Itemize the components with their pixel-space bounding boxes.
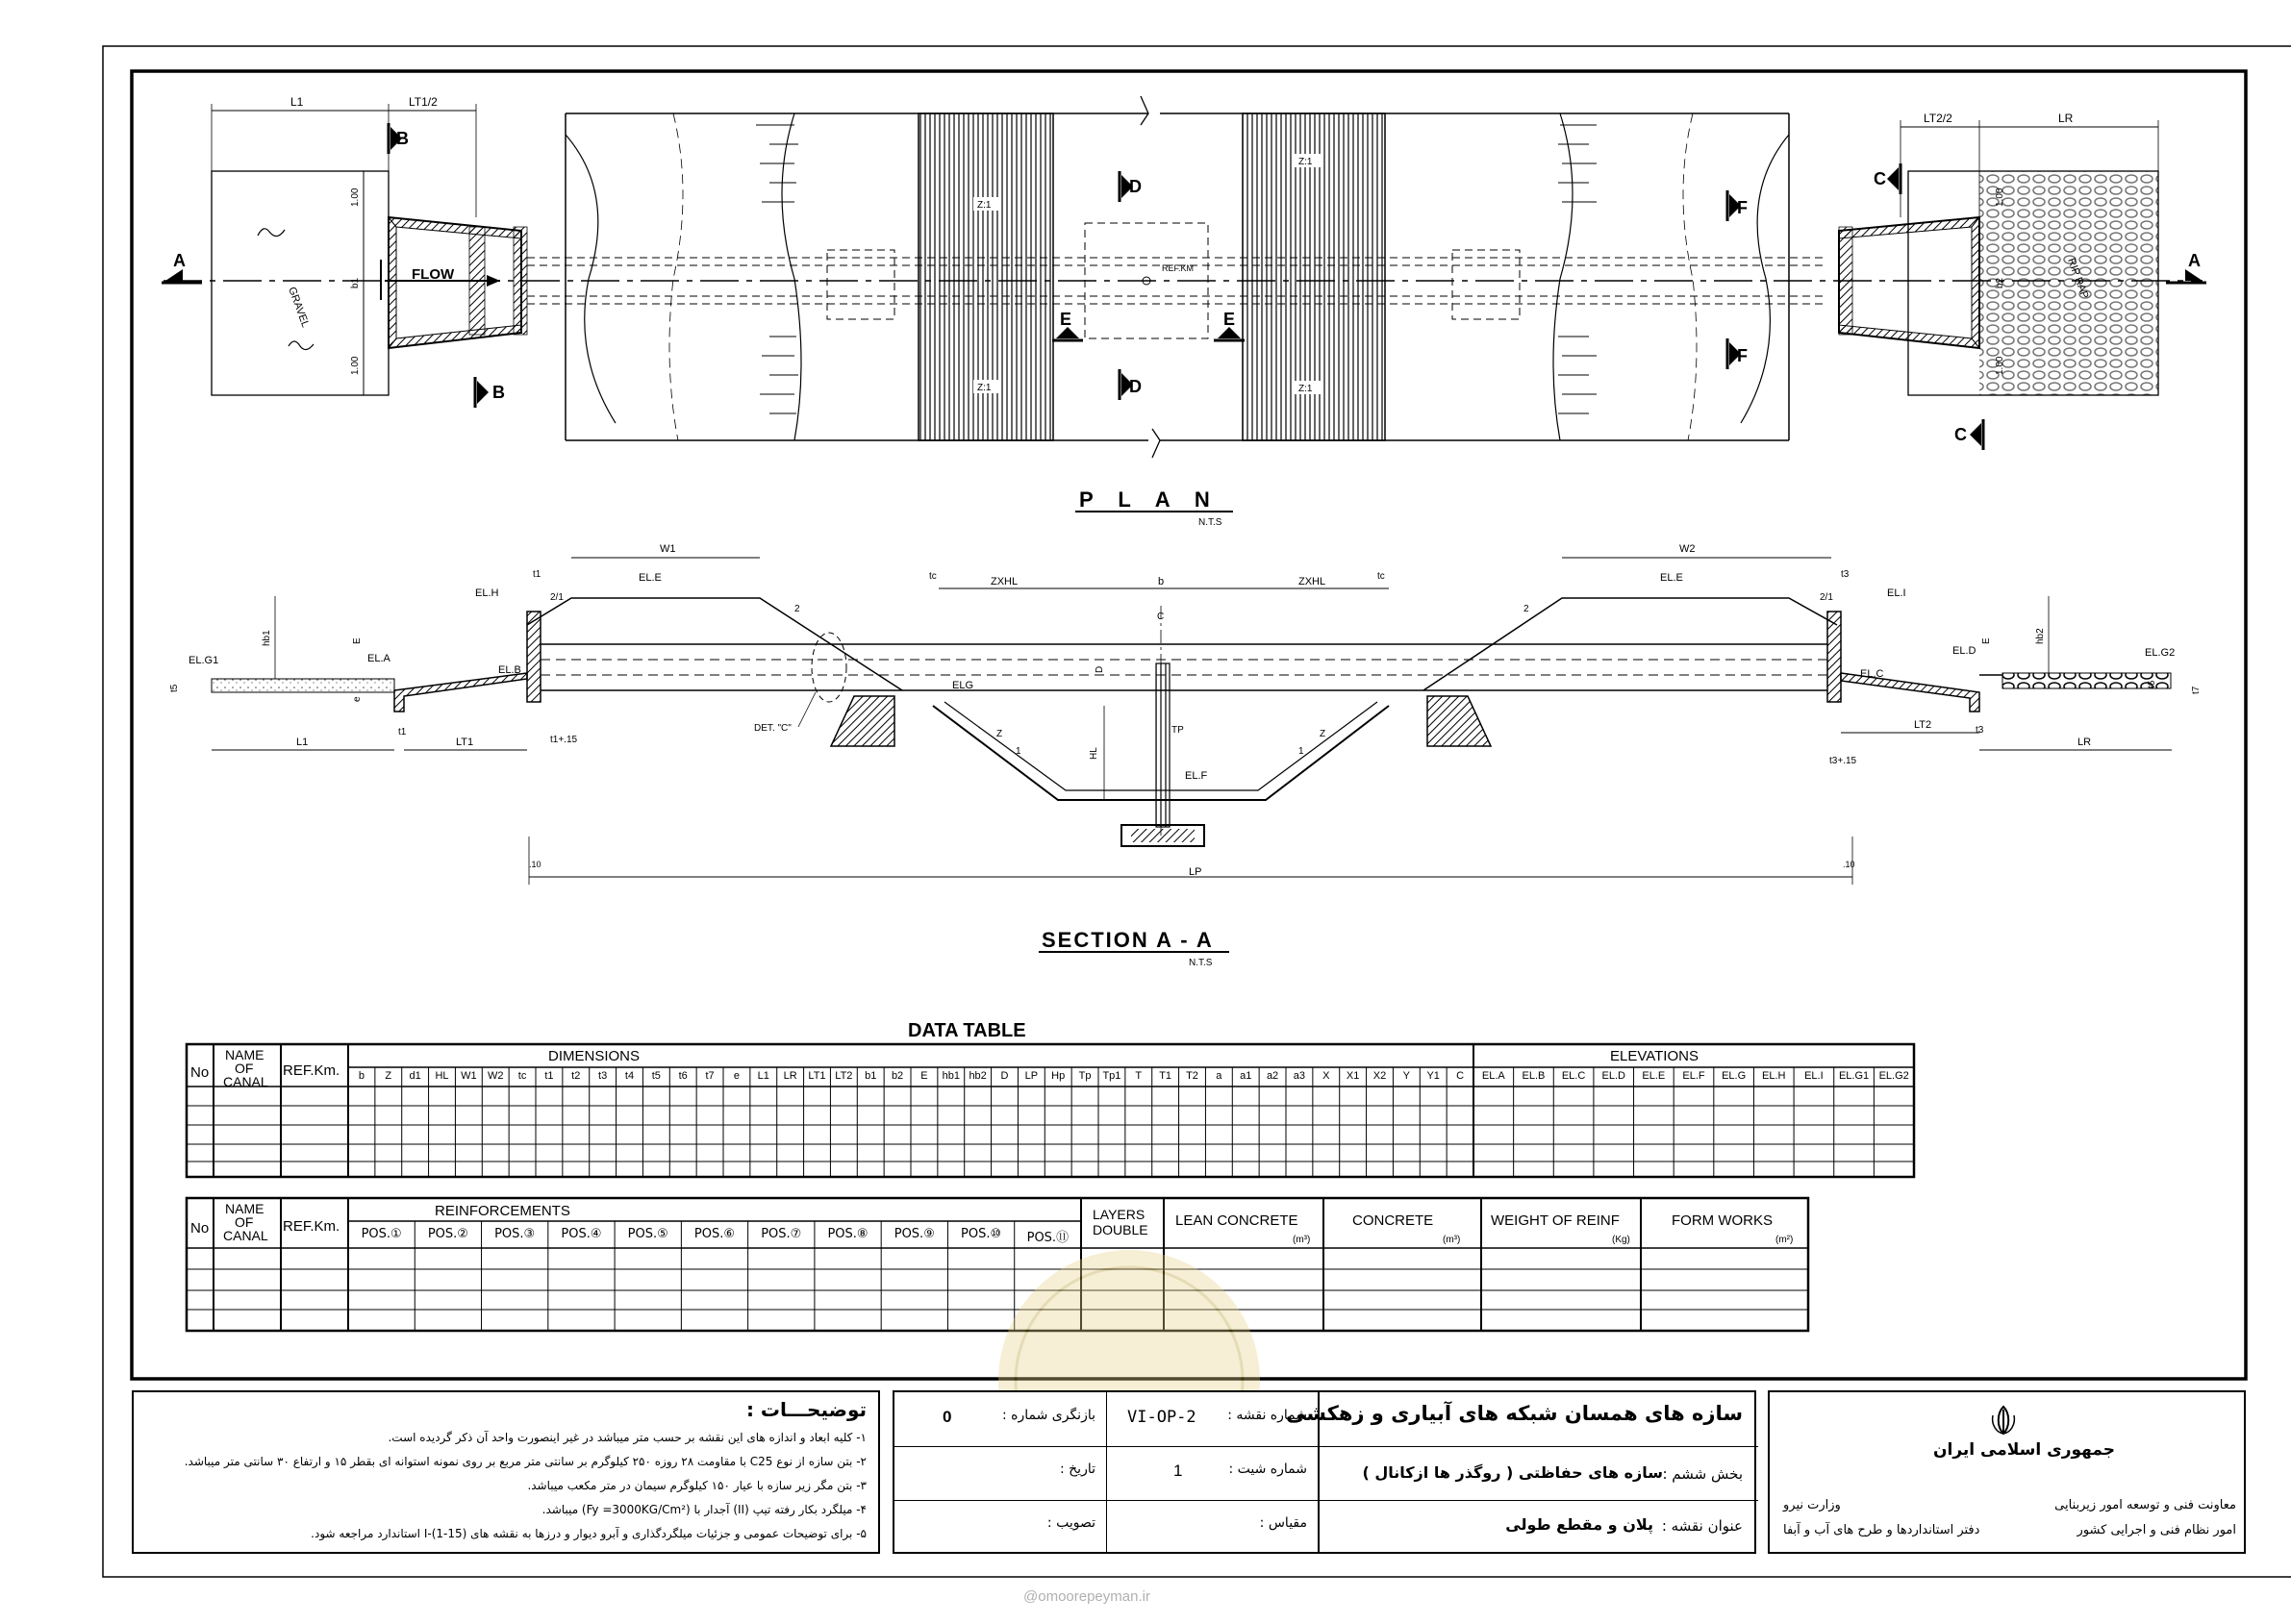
notes-heading: توضیحـــات : [745, 1398, 867, 1421]
section-scale: N.T.S [1189, 958, 1213, 968]
dimension-column-header: X1 [1346, 1070, 1360, 1082]
dim-100-top: 1.00 [350, 187, 361, 207]
country-name: جمهوری اسلامی ایران [1933, 1440, 2116, 1460]
elevation-column-header: EL.E [1642, 1070, 1666, 1082]
dim-100-right-top: 1.00 [1995, 187, 2005, 207]
elevation-column-header: EL.F [1682, 1070, 1705, 1082]
dim-100-bottom: 1.00 [350, 356, 361, 375]
dim-tp: TP [1171, 725, 1184, 736]
dim-zxhl-right: ZXHL [1298, 576, 1326, 587]
elevation-column-header: EL.I [1804, 1070, 1824, 1082]
dimension-column-header: Y [1402, 1070, 1411, 1082]
pos-column-header: POS.⑪ [1026, 1231, 1070, 1245]
section-c-label: C [1157, 612, 1165, 622]
dimension-column-header: t4 [624, 1070, 635, 1082]
reinforcement-table [187, 1198, 1808, 1331]
el-d-label: EL.D [1952, 645, 1976, 657]
section-mark-b-bottom: B [492, 383, 505, 402]
elevation-column-header: EL.A [1481, 1070, 1505, 1082]
dimension-column-header: T1 [1159, 1070, 1172, 1082]
dimension-column-header: Y1 [1426, 1070, 1440, 1082]
pos-column-header: POS.⑦ [761, 1227, 802, 1241]
section-value: سازه های حفاظتی ( روگذر ها ازکانال ) [1362, 1463, 1663, 1482]
dim-d-section: D [1095, 665, 1105, 673]
el-i-label: EL.I [1887, 587, 1906, 599]
emblem-icon [1987, 1404, 2020, 1437]
dim-t6: t6 [2147, 680, 2157, 688]
riprap-label: RIP RAP [2065, 256, 2091, 301]
rt-form-works: FORM WORKS [1672, 1212, 1773, 1229]
rt-name-3: CANAL [223, 1228, 268, 1243]
dimension-column-header: a [1216, 1070, 1222, 1082]
rt-weight: WEIGHT OF REINF [1491, 1212, 1620, 1229]
dimension-column-header: Z [385, 1070, 392, 1082]
elevation-column-header: EL.G2 [1878, 1070, 1909, 1082]
dim-lt2-2: LT2/2 [1924, 112, 1952, 125]
dim-lt1-2: LT1/2 [409, 95, 438, 109]
dim-t5: t5 [169, 684, 180, 692]
rt-no-header: No [190, 1220, 210, 1237]
pos-column-header: POS.⑨ [894, 1227, 935, 1241]
dimension-column-header: X2 [1372, 1070, 1387, 1082]
drawing-title-value: پلان و مقطع طولی [1505, 1515, 1653, 1534]
note-item: ۲- بتن سازه از نوع C25 با مقاومت ۲۸ روزه ۲۵۰ کیلوگرم بر سانتی متر مربع بر روی نمونه استوانه ای بقطر ۱۵ و ارتفاع ۳۰ سانتی متر میباشد. [184, 1455, 867, 1468]
dim-b1: b1 [350, 277, 361, 288]
revision-value: 0 [943, 1408, 952, 1426]
dim-lt2-section: LT2 [1914, 719, 1932, 731]
pos-column-header: POS.⑤ [627, 1227, 668, 1241]
rt-concrete: CONCRETE [1352, 1212, 1434, 1229]
dimension-column-header: D [1000, 1070, 1009, 1082]
dim-hb1: hb1 [262, 630, 272, 646]
dimension-column-header: a2 [1266, 1070, 1279, 1082]
dimension-column-header: hb1 [942, 1070, 960, 1082]
el-e-left: EL.E [639, 572, 662, 584]
section-mark-e-left: E [1060, 310, 1072, 329]
dimension-column-header: Hp [1051, 1070, 1066, 1082]
sheet-number-label: شماره شیت : [1228, 1462, 1307, 1477]
dim-lr-plan: LR [2058, 112, 2074, 125]
section-mark-a-right: A [2188, 251, 2201, 270]
slope-2-1-right: 2/1 [1820, 592, 1833, 603]
el-e-right: EL.E [1660, 572, 1683, 584]
pos-column-header: POS.④ [561, 1227, 602, 1241]
dimension-column-header: E [920, 1070, 928, 1082]
drawing-title-label: عنوان نقشه : [1661, 1517, 1743, 1535]
dimension-column-header: e [733, 1070, 740, 1082]
slope-z1-a: Z:1 [977, 200, 992, 211]
sheet-number-value: 1 [1173, 1462, 1183, 1480]
revision-label: بازنگری شماره : [1001, 1408, 1095, 1423]
dimension-column-header: b2 [891, 1070, 904, 1082]
gravel-pad [212, 171, 389, 395]
dim-t1-bottom: t1 [398, 727, 407, 737]
scale-label: مقیاس : [1259, 1515, 1307, 1531]
slope-1-left: 1 [1016, 746, 1021, 757]
el-g-label: ELG [952, 680, 974, 691]
dim-010-left: .10 [529, 860, 541, 869]
dimension-column-header: T2 [1186, 1070, 1198, 1082]
section-mark-c-bottom: C [1954, 425, 1967, 444]
dt-name-2: OF [235, 1061, 254, 1076]
dimension-column-header: LT2 [835, 1070, 853, 1082]
elevation-column-header: EL.G [1722, 1070, 1747, 1082]
dimension-column-header: d1 [409, 1070, 421, 1082]
section-label: بخش ششم : [1662, 1465, 1743, 1483]
section-mark-d-top: D [1129, 177, 1142, 196]
dim-b-section: b [1158, 576, 1165, 587]
notes-block [132, 1390, 880, 1554]
rt-lean-concrete: LEAN CONCRETE [1175, 1212, 1298, 1229]
drawing-number-value: VI-OP-2 [1127, 1408, 1196, 1427]
note-item: ۵- برای توضیحات عمومی و جزئیات میلگردگذاری و آبرو دیوار و درزها به نقشه های (15-1)-I استاندارد مراجعه شود. [311, 1527, 867, 1540]
dim-lt1-section: LT1 [456, 737, 474, 748]
office-name: دفتر استانداردها و طرح های آب و آبفا [1783, 1523, 1980, 1537]
dim-t1-15: t1+.15 [550, 735, 578, 745]
dt-no-header: No [190, 1064, 210, 1081]
plan-view [162, 95, 2206, 528]
dimension-column-header: LR [783, 1070, 797, 1082]
dimension-column-header: hb2 [969, 1070, 987, 1082]
dim-t1-top: t1 [533, 569, 541, 580]
el-b-label: EL.B [498, 664, 521, 676]
dimension-column-header: b1 [865, 1070, 877, 1082]
dt-name-3: CANAL [223, 1074, 268, 1089]
rt-lean-unit: (m³) [1293, 1235, 1311, 1245]
section-mark-f-top: F [1737, 198, 1748, 217]
dt-refkm-header: REF.Km. [283, 1062, 340, 1079]
el-a-label: EL.A [367, 653, 390, 664]
dim-lp: LP [1189, 866, 1202, 878]
pos-column-header: POS.① [361, 1227, 402, 1241]
rt-layers-1: LAYERS [1093, 1207, 1146, 1222]
dim-lr-section: LR [2077, 737, 2092, 748]
rt-concrete-unit: (m³) [1443, 1235, 1461, 1245]
dim-w2: W2 [1679, 543, 1696, 555]
elevation-column-header: EL.D [1601, 1070, 1625, 1082]
note-item: ۳- بتن مگر زیر سازه با عیار ۱۵۰ کیلوگرم سیمان در متر مکعب میباشد. [527, 1479, 867, 1492]
dimension-column-header: a1 [1240, 1070, 1252, 1082]
slope-z1-d: Z:1 [1298, 384, 1313, 394]
dim-w1: W1 [660, 543, 676, 555]
dim-l1-plan: L1 [290, 95, 304, 109]
pos-column-header: POS.③ [494, 1227, 536, 1241]
drawing-number-label: شماره نقشه : [1227, 1408, 1307, 1423]
rt-layers-2: DOUBLE [1093, 1222, 1148, 1237]
dim-t3-top: t3 [1841, 569, 1850, 580]
dimension-column-header: C [1456, 1070, 1465, 1082]
el-g2-label: EL.G2 [2145, 647, 2176, 659]
det-c-label: DET. "C" [754, 723, 792, 734]
dim-l1-section: L1 [296, 737, 309, 748]
dimension-column-header: HL [435, 1070, 449, 1082]
dim-e-small-left: e [352, 696, 363, 702]
section-mark-d-bottom: D [1129, 377, 1142, 396]
pos-column-header: POS.⑥ [693, 1227, 736, 1241]
dim-b2: b2 [1995, 277, 2005, 288]
elevation-column-header: EL.G1 [1838, 1070, 1870, 1082]
slope-z1-b: Z:1 [977, 383, 992, 393]
dimension-column-header: tc [517, 1070, 527, 1082]
plan-title: P L A N [1079, 487, 1220, 512]
dim-010-right: .10 [1843, 860, 1855, 869]
elevation-column-header: EL.C [1561, 1070, 1586, 1082]
dimension-column-header: t6 [678, 1070, 688, 1082]
dim-tc-left: tc [929, 571, 937, 582]
dim-hb2: hb2 [2035, 628, 2046, 644]
el-c-label: EL.C [1860, 668, 1884, 680]
section-mark-b-top: B [396, 129, 409, 148]
note-item: ۴- میلگرد بکار رفته تیپ (II) آجدار با (Fy =3000KG/Cm²) میباشد. [541, 1503, 867, 1516]
dimension-column-header: LT1 [808, 1070, 826, 1082]
dt-name-1: NAME [225, 1047, 264, 1062]
date-label: تاریخ : [1059, 1462, 1095, 1477]
ministry-name: وزارت نیرو [1783, 1498, 1841, 1512]
title-block [893, 1390, 1756, 1554]
data-table-title: DATA TABLE [908, 1020, 1026, 1041]
agency-block [1768, 1390, 2246, 1554]
dimension-column-header: b [358, 1070, 365, 1082]
watermark-text: @omoorepeyman.ir [1023, 1588, 1150, 1605]
pos-column-header: POS.② [427, 1227, 468, 1241]
deputy-name: معاونت فنی و توسعه امور زیربنایی [2054, 1498, 2236, 1512]
dimension-column-header: t1 [544, 1070, 554, 1082]
slope-z1-c: Z:1 [1298, 157, 1313, 167]
slope-1-right: 1 [1298, 746, 1304, 757]
rt-weight-unit: (Kg) [1612, 1235, 1630, 1245]
rt-form-unit: (m²) [1775, 1235, 1794, 1245]
dimension-column-header: Tp1 [1102, 1070, 1121, 1082]
dimension-column-header: W1 [461, 1070, 477, 1082]
dim-e-right: E [1981, 637, 1992, 644]
dimension-column-header: a3 [1293, 1070, 1306, 1082]
dimension-column-header: t3 [598, 1070, 608, 1082]
gravel-label: GRAVEL [286, 285, 312, 330]
rt-name-2: OF [235, 1214, 254, 1230]
section-title: SECTION A - A [1042, 928, 1214, 952]
note-item: ۱- کلیه ابعاد و اندازه های این نقشه بر حسب متر میباشد در غیر اینصورت واحد آن ذکر گردیده است. [388, 1431, 867, 1444]
elevation-column-header: EL.B [1522, 1070, 1546, 1082]
affairs-name: امور نظام فنی و اجرایی کشور [2077, 1523, 2236, 1537]
slope-2-left: 2 [794, 604, 800, 614]
dimension-column-header: L1 [757, 1070, 769, 1082]
dimension-column-header: W2 [487, 1070, 504, 1082]
dimension-column-header: Tp [1078, 1070, 1092, 1082]
rt-reinforcements-header: REINFORCEMENTS [435, 1203, 570, 1219]
dimension-column-header: t7 [705, 1070, 715, 1082]
data-table [187, 1020, 1914, 1177]
pos-column-header: POS.⑧ [827, 1227, 869, 1241]
plan-scale: N.T.S [1198, 517, 1222, 528]
dimension-column-header: t2 [571, 1070, 581, 1082]
ref-km-label: REF.KM [1162, 263, 1195, 273]
dim-zxhl-left: ZXHL [991, 576, 1019, 587]
dim-t3-bottom: t3 [1976, 725, 1984, 736]
section-mark-f-bottom: F [1737, 346, 1748, 365]
slope-z-right: Z [1320, 729, 1326, 739]
slope-2-right: 2 [1523, 604, 1529, 614]
section-mark-e-right: E [1223, 310, 1236, 329]
slope-z-left: Z [996, 729, 1003, 739]
dim-e-left: E [352, 637, 363, 644]
dt-elevations-header: ELEVATIONS [1610, 1048, 1699, 1064]
dim-100-right-bottom: 1.00 [1995, 356, 2005, 375]
dim-tc-right: tc [1377, 571, 1385, 582]
dimension-column-header: T [1135, 1070, 1143, 1082]
dimension-column-header: LP [1024, 1070, 1039, 1082]
dim-t3-15: t3+.15 [1829, 756, 1857, 766]
dt-dimensions-header: DIMENSIONS [548, 1048, 641, 1064]
rt-refkm-header: REF.Km. [283, 1218, 340, 1235]
slope-2-1-left: 2/1 [550, 592, 564, 603]
section-mark-a-left: A [173, 251, 186, 270]
el-h-label: EL.H [475, 587, 499, 599]
dim-t7: t7 [2191, 686, 2202, 694]
dim-hl: HL [1089, 747, 1099, 760]
dimension-column-header: X [1322, 1070, 1330, 1082]
approval-label: تصویب : [1046, 1515, 1095, 1531]
section-mark-c-top: C [1874, 169, 1886, 188]
section-view [169, 543, 2202, 968]
elevation-column-header: EL.H [1762, 1070, 1786, 1082]
main-title: سازه های همسان شبکه های آبیاری و زهکشی [1286, 1402, 1743, 1425]
el-g1-label: EL.G1 [189, 655, 219, 666]
pos-column-header: POS.⑩ [961, 1227, 1002, 1241]
el-f-label: EL.F [1185, 770, 1208, 782]
flow-label: FLOW [412, 266, 455, 283]
rt-name-1: NAME [225, 1201, 264, 1216]
dimension-column-header: t5 [651, 1070, 661, 1082]
